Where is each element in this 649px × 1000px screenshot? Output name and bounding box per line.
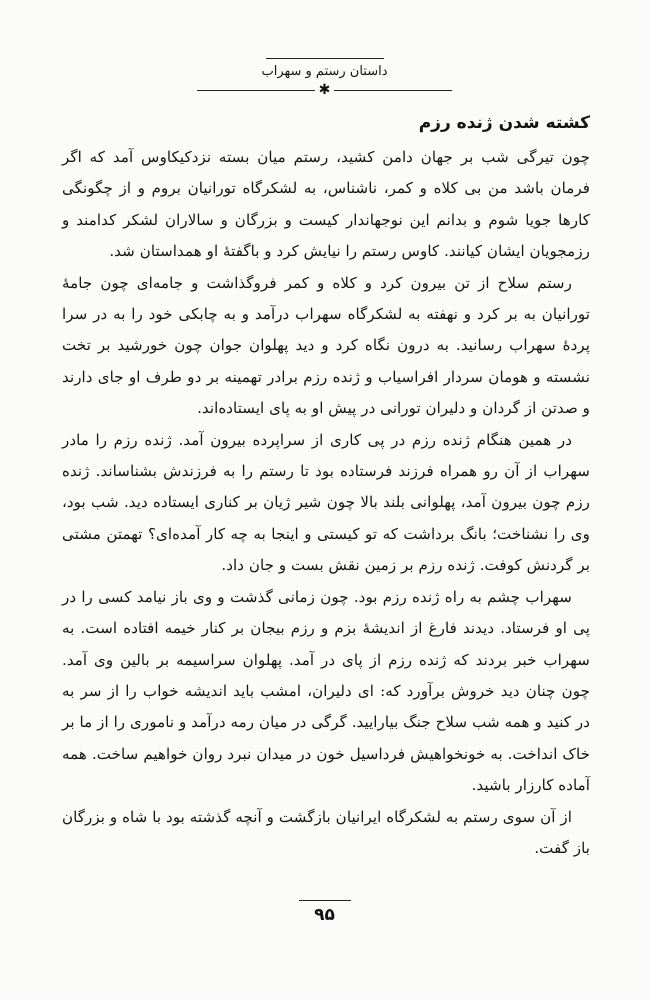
page-footer [0, 900, 649, 927]
section-heading: کشته شدن ژنده رزم [418, 113, 590, 133]
running-head-top-rule [266, 58, 384, 59]
paragraph: از آن سوی رستم به لشکرگاه ایرانیان بازگشت و آنچه گذشته بود با شاه و بزرگان باز گفت. [62, 807, 590, 857]
paragraph: سهراب چشم به راه ژنده رزم بود. چون زمانی گذشت و وی باز نیامد کسی را در پی او فرستاد. دیدند فارغ از اندیشهٔ بزم و رزم بیجان بر کنار خیمه افتاده است. به سهراب خبر بردند که ژنده رزم از پای در آمد. پهلوان سراسیمه بر بالین وی آمد. چون چنان دید خروش برآورد که: ای دلیران، امشب باید اندیشه خواب را از سر به در کنید و همه شب سلاح جنگ بیارایید. گرگی در میان رمه درآمد و ناموری را از ما بر خاک انداخت. به خونخواهیش فرداسیل خون در میدان نبرد روان خواهیم ساخت. همه آماده کارزار باشید. [62, 587, 590, 795]
asterisk-ornament-icon: ✱ [318, 82, 331, 98]
ornament-rule-right [334, 90, 452, 91]
page-number: ۹۵ [314, 905, 335, 925]
running-head [0, 58, 649, 97]
paragraph: رستم سلاح از تن بیرون کرد و کلاه و کمر فروگذاشت و جامه‌ای چون جامهٔ تورانیان به بر کرد و نهفته به لشکرگاه سهراب درآمد و به چابکی خود را به در سرا پردهٔ سهراب رسانید. به درون نگاه کرد و دید پهلوان جوان چون خورشید بر تخت نشسته و هومان سردار افراسیاب و ژنده رزم برادر تهمینه بر دو طرف او جای دارند و صدتن از گردان و دلیران تورانی در پیش او به پای ایستاده‌اند. [62, 273, 590, 418]
paragraph: چون تیرگی شب بر جهان دامن کشید، رستم میان بسته نزدکیکاوس آمد که اگر فرمان باشد من بی کلاه و کمر، ناشناس، به لشکرگاه تورانیان بروم و از چگونگی کارها جویا شوم و بدانم این نوجهاندار کیست و بزرگان و سالاران لشکر کدامند و رزمجویان ایشان کیانند. کاوس رستم را نیایش کرد و باگفتهٔ او همداستان شد. [62, 148, 590, 261]
running-head-ornament-row [0, 83, 649, 97]
paragraph: در همین هنگام ژنده رزم در پی کاری از سراپرده بیرون آمد. ژنده رزم را مادر سهراب از آن رو همراه فرزند فرستاده بود تا رستم را به فرزندش بشناساند. ژنده رزم چون بیرون آمد، پهلوانی بلند بالا چون شیر ژیان بر کناری ایستاده دید. شب بود، وی را نشناخت؛ بانگ برداشت که تو کیستی و اینجا به چه کار آمده‌ای؟ تهمتن مشتی بر گردنش کوفت. ژنده رزم بر زمین نقش بست و جان داد. [62, 430, 590, 575]
running-head-title: داستان رستم و سهراب [261, 64, 388, 79]
page-body [62, 110, 590, 864]
ornament-rule-left [197, 90, 315, 91]
folio-rule [299, 900, 351, 901]
